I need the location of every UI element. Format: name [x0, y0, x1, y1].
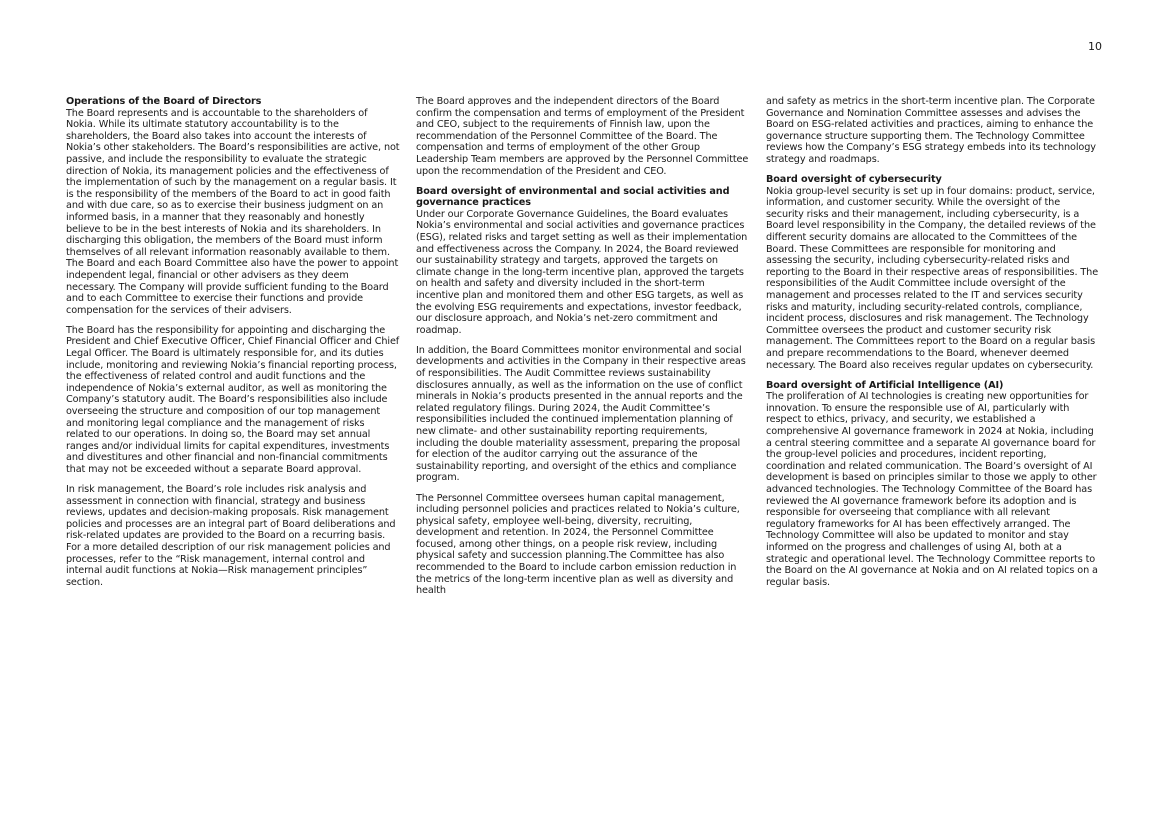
paragraph: The Board approves and the independent directors of the Board confirm the compensation and terms of employment of the President and CEO, subject to the requirements of Finnish law, upon the recommendation of the Personnel Committee of the Board. The compensation and terms of employment of the other Group Leadership Team members are approved by the Personnel Committee upon the recommendation of the President and CEO.: [416, 96, 749, 177]
column-3: [766, 96, 1100, 597]
paragraph: The Board has the responsibility for appointing and discharging the President and Chief Executive Officer, Chief Financial Officer and Chief Legal Officer. The Board is ultimately responsible for, and its duties include, monitoring and reviewing Nokia’s financial reporting process, the effectiveness of related control and audit functions and the independence of Nokia’s external auditor, as well as monitoring the Company’s statutory audit. The Board’s responsibilities also include overseeing the structure and composition of our top management and monitoring legal compliance and the management of risks related to our operations. In doing so, the Board may set annual ranges and/or individual limits for capital expenditures, investments and divestitures and other financial and non-financial commitments that may not be exceeded without a separate Board approval.: [66, 324, 400, 475]
paragraph: In addition, the Board Committees monitor environmental and social developments and activities in the Company in their respective areas of responsibilities. The Audit Committee reviews sustainability disclosures annually, as well as the information on the use of conflict minerals in Nokia’s products presented in the annual reports and the related regulatory filings. During 2024, the Audit Committee’s responsibilities included the continued implementation planning of new climate- and other sustainability reporting requirements, including the double materiality assessment, preparing the proposal for election of the auditor carrying out the assurance of the sustainability reporting, and oversight of the ethics and compliance program.: [416, 344, 746, 484]
column-2: [416, 96, 750, 605]
section-heading-cybersecurity-oversight: Board oversight of cybersecurity: [766, 174, 942, 186]
column-1: [66, 96, 400, 597]
section-heading-ai-oversight: Board oversight of Artificial Intelligence (AI): [766, 379, 1004, 391]
paragraph: Under our Corporate Governance Guidelines, the Board evaluates Nokia’s environmental and social activities and governance practices (ESG), related risks and target setting as well as their implementation and effectiveness across the Company. In 2024, the Board reviewed our sustainability strategy and targets, approved the targets on climate change in the long-term incentive plan, approved the targets on health and safety and diversity included in the short-term incentive plan and monitored them and other ESG targets, as well as the evolving ESG requirements and expectations, investor feedback, our disclosure approach, and Nokia’s net-zero commitment and roadmap.: [416, 208, 748, 336]
page-number: 10: [1088, 40, 1102, 53]
paragraph: The Board represents and is accountable to the shareholders of Nokia. While its ultimate statutory accountability is to the shareholders, the Board also takes into account the interests of Nokia’s other stakeholders. The Board’s responsibilities are active, not passive, and include the responsibility to evaluate the strategic direction of Nokia, its management policies and the effectiveness of the implementation of such by the management on a regular basis. It is the responsibility of the members of the Board to act in good faith and with due care, so as to exercise their business judgment on an informed basis, in a manner that they reasonably and honestly believe to be in the best interests of Nokia and its shareholders. In discharging this obligation, the members of the Board must inform themselves of all relevant information reasonably available to them. The Board and each Board Committee also have the power to appoint independent legal, financial or other advisers as they deem necessary. The Company will provide sufficient funding to the Board and to each Committee to exercise their functions and provide compensation for the services of their advisers.: [66, 107, 400, 316]
section-heading-esg-oversight: Board oversight of environmental and social activities and governance practices: [416, 185, 730, 209]
paragraph: The Personnel Committee oversees human capital management, including personnel policies and practices related to Nokia’s culture, physical safety, employee well-being, diversity, recruiting, development and retention. In 2024, the Personnel Committee focused, among other things, on a people risk review, including physical safety and succession planning.The Committee has also recommended to the Board to include carbon emission reduction in the metrics of the long-term incentive plan as well as diversity and health: [416, 492, 740, 597]
section-heading-board-operations: Operations of the Board of Directors: [66, 96, 262, 107]
paragraph: Nokia group-level security is set up in four domains: product, service, information, and customer security. While the oversight of the security risks and their management, including cybersecurity, is a Board level responsibility in the Company, the detailed reviews of the different security domains are allocated to the Committees of the Board. These Committees are responsible for monitoring and assessing the security, including cybersecurity-related risks and reporting to the Board in their respective areas of responsibilities. The responsibilities of the Audit Committee include oversight of the management and processes related to the IT and services security risks and maturity, including security-related controls, compliance, incident process, disclosures and risk management. The Technology Committee oversees the product and customer security risk management. The Committees report to the Board on a regular basis and prepare recommendations to the Board, whenever deemed necessary. The Board also receives regular updates on cybersecurity.: [766, 185, 1099, 371]
paragraph: The proliferation of AI technologies is creating new opportunities for innovation. To ensure the responsible use of AI, particularly with respect to ethics, privacy, and security, we established a comprehensive AI governance framework in 2024 at Nokia, including a central steering committee and a separate AI governance board for the group-level policies and procedures, incident reporting, coordination and related communication. The Board’s oversight of AI development is based on principles similar to those we apply to other advanced technologies. The Technology Committee of the Board has reviewed the AI governance framework before its adoption and is responsible for overseeing that compliance with all relevant regulatory frameworks for AI has been effectively arranged. The Technology Committee will also be updated to monitor and stay informed on the progress and challenges of using AI, both at a strategic and operational level. The Technology Committee reports to the Board on the AI governance at Nokia and on AI related topics on a regular basis.: [766, 391, 1098, 588]
text-columns: [66, 96, 1102, 796]
paragraph: and safety as metrics in the short-term incentive plan. The Corporate Governance and Nomination Committee assesses and advises the Board on ESG-related activities and practices, aiming to enhance the governance structure supporting them. The Technology Committee reviews how the Company’s ESG strategy embeds into its technology strategy and roadmaps.: [766, 96, 1096, 165]
paragraph: In risk management, the Board’s role includes risk analysis and assessment in connection with financial, strategy and business reviews, updates and decision-making proposals. Risk management policies and processes are an integral part of Board deliberations and risk-related updates are provided to the Board on a recurring basis. For a more detailed description of our risk management policies and processes, refer to the “Risk management, internal control and internal audit functions at Nokia—Risk management principles” section.: [66, 484, 396, 588]
